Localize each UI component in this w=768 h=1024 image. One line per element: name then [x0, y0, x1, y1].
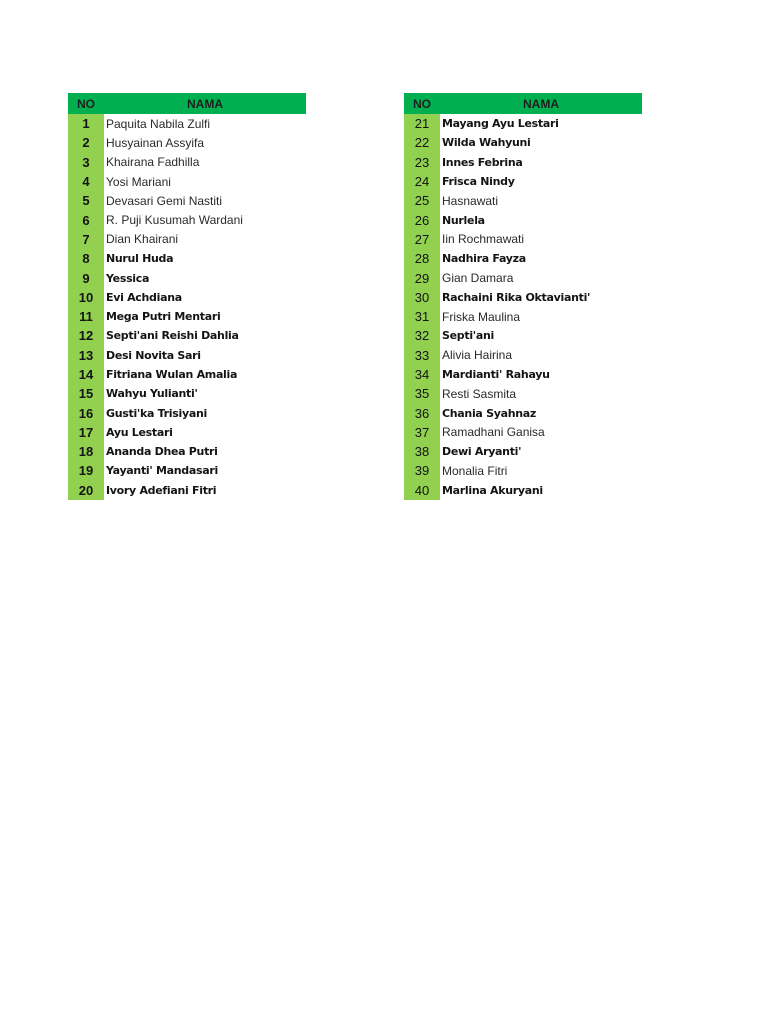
row-name: Gian Damara: [440, 268, 642, 287]
row-name: Yosi Mariani: [104, 172, 306, 191]
table-row: [68, 461, 306, 480]
row-number: 2: [68, 133, 104, 152]
table-row: [404, 403, 642, 422]
table-row: [404, 172, 642, 191]
row-number: 13: [68, 346, 104, 365]
row-name: Marlina Akuryani: [440, 481, 642, 500]
table-row: [404, 442, 642, 461]
row-number: 11: [68, 307, 104, 326]
table-row: [68, 153, 306, 172]
row-name: Khairana Fadhilla: [104, 153, 306, 172]
row-name: Yessica: [104, 268, 306, 287]
row-name: Dian Khairani: [104, 230, 306, 249]
row-number: 40: [404, 481, 440, 500]
row-number: 4: [68, 172, 104, 191]
row-name: Nadhira Fayza: [440, 249, 642, 268]
row-number: 8: [68, 249, 104, 268]
row-name: Monalia Fitri: [440, 461, 642, 480]
row-name: Ramadhani Ganisa: [440, 423, 642, 442]
table-row: [68, 114, 306, 133]
table-row: [404, 307, 642, 326]
row-name: Rachaini Rika Oktavianti': [440, 288, 642, 307]
name-table-right: [404, 93, 642, 500]
row-name: Nurlela: [440, 210, 642, 229]
table-header-row: [404, 93, 642, 114]
table-body-left: [68, 114, 306, 500]
row-name: Wahyu Yulianti': [104, 384, 306, 403]
row-number: 16: [68, 403, 104, 422]
table-body-right: [404, 114, 642, 500]
row-name: Ananda Dhea Putri: [104, 442, 306, 461]
row-name: Paquita Nabila Zulfi: [104, 114, 306, 133]
row-name: Desi Novita Sari: [104, 346, 306, 365]
row-name: Husyainan Assyifa: [104, 133, 306, 152]
table-row: [68, 442, 306, 461]
table-row: [404, 481, 642, 500]
row-number: 18: [68, 442, 104, 461]
row-number: 22: [404, 133, 440, 152]
row-name: Fitriana Wulan Amalia: [104, 365, 306, 384]
table-row: [68, 133, 306, 152]
table-row: [404, 153, 642, 172]
row-name: Chania Syahnaz: [440, 403, 642, 422]
name-table-left: [68, 93, 306, 500]
row-name: Frisca Nindy: [440, 172, 642, 191]
table-row: [404, 288, 642, 307]
table-row: [68, 172, 306, 191]
table-row: [68, 191, 306, 210]
row-name: Mayang Ayu Lestari: [440, 114, 642, 133]
column-header-no: NO: [404, 93, 440, 114]
row-number: 34: [404, 365, 440, 384]
table-row: [68, 268, 306, 287]
row-name: Friska Maulina: [440, 307, 642, 326]
row-name: Devasari Gemi Nastiti: [104, 191, 306, 210]
row-name: Mega Putri Mentari: [104, 307, 306, 326]
table-row: [68, 346, 306, 365]
row-name: Dewi Aryanti': [440, 442, 642, 461]
row-name: Innes Febrina: [440, 153, 642, 172]
row-number: 29: [404, 268, 440, 287]
row-number: 28: [404, 249, 440, 268]
row-number: 38: [404, 442, 440, 461]
table-row: [68, 403, 306, 422]
row-number: 33: [404, 346, 440, 365]
table-row: [404, 249, 642, 268]
row-name: Gusti'ka Trisiyani: [104, 403, 306, 422]
row-number: 9: [68, 268, 104, 287]
table-row: [68, 365, 306, 384]
row-number: 39: [404, 461, 440, 480]
row-number: 15: [68, 384, 104, 403]
row-number: 23: [404, 153, 440, 172]
row-number: 27: [404, 230, 440, 249]
row-number: 6: [68, 210, 104, 229]
table-row: [404, 210, 642, 229]
table-row: [404, 230, 642, 249]
row-name: Nurul Huda: [104, 249, 306, 268]
row-number: 20: [68, 481, 104, 500]
row-number: 10: [68, 288, 104, 307]
row-number: 5: [68, 191, 104, 210]
row-name: Mardianti' Rahayu: [440, 365, 642, 384]
row-name: Evi Achdiana: [104, 288, 306, 307]
row-name: Iin Rochmawati: [440, 230, 642, 249]
table-row: [404, 461, 642, 480]
table-row: [68, 230, 306, 249]
table-row: [68, 326, 306, 345]
table-row: [404, 384, 642, 403]
row-number: 31: [404, 307, 440, 326]
row-number: 24: [404, 172, 440, 191]
row-number: 35: [404, 384, 440, 403]
table-row: [68, 481, 306, 500]
row-name: Septi'ani Reishi Dahlia: [104, 326, 306, 345]
row-number: 7: [68, 230, 104, 249]
row-name: Hasnawati: [440, 191, 642, 210]
row-name: Ivory Adefiani Fitri: [104, 481, 306, 500]
table-row: [404, 346, 642, 365]
table-row: [404, 114, 642, 133]
table-header-row: [68, 93, 306, 114]
column-header-nama: NAMA: [440, 93, 642, 114]
column-header-no: NO: [68, 93, 104, 114]
row-name: Septi'ani: [440, 326, 642, 345]
row-number: 26: [404, 210, 440, 229]
row-number: 30: [404, 288, 440, 307]
table-row: [404, 268, 642, 287]
table-row: [68, 249, 306, 268]
row-name: Resti Sasmita: [440, 384, 642, 403]
table-row: [68, 210, 306, 229]
row-number: 19: [68, 461, 104, 480]
row-number: 36: [404, 403, 440, 422]
table-row: [404, 133, 642, 152]
row-name: Wilda Wahyuni: [440, 133, 642, 152]
row-number: 17: [68, 423, 104, 442]
row-number: 21: [404, 114, 440, 133]
row-number: 37: [404, 423, 440, 442]
column-header-nama: NAMA: [104, 93, 306, 114]
table-row: [404, 191, 642, 210]
table-row: [68, 384, 306, 403]
row-number: 14: [68, 365, 104, 384]
row-number: 32: [404, 326, 440, 345]
row-number: 12: [68, 326, 104, 345]
table-row: [68, 288, 306, 307]
table-row: [68, 423, 306, 442]
table-row: [404, 326, 642, 345]
table-row: [404, 423, 642, 442]
row-name: Yayanti' Mandasari: [104, 461, 306, 480]
row-number: 1: [68, 114, 104, 133]
row-number: 3: [68, 153, 104, 172]
row-name: Alivia Hairina: [440, 346, 642, 365]
row-name: R. Puji Kusumah Wardani: [104, 210, 306, 229]
row-number: 25: [404, 191, 440, 210]
row-name: Ayu Lestari: [104, 423, 306, 442]
table-row: [404, 365, 642, 384]
table-row: [68, 307, 306, 326]
